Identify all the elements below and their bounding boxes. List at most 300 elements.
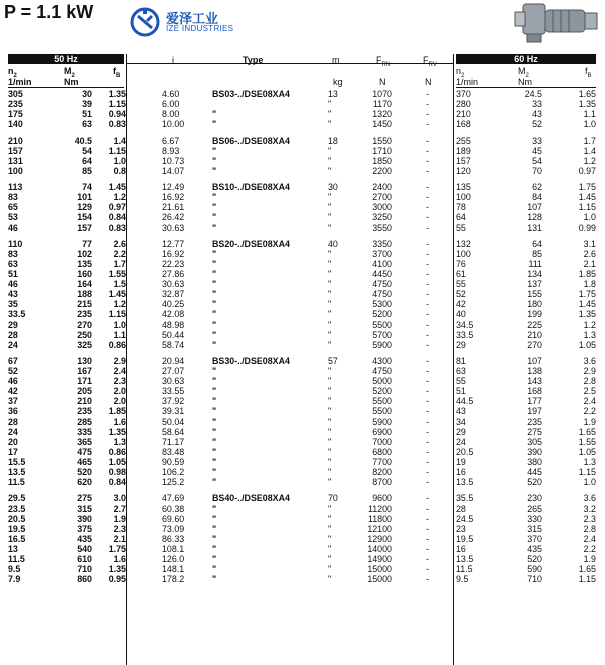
cell-n2-50: 13.5 (8, 467, 26, 478)
cell-m2-60: 180 (527, 299, 542, 310)
header-m2-60: $M_2$ (518, 66, 529, 79)
cell-mass: " (328, 553, 332, 564)
cell-frn: 1710 (372, 145, 392, 156)
cell-fb-50: 1.9 (113, 513, 126, 524)
cell-m2-50: 85 (82, 165, 92, 176)
cell-mass: " (328, 145, 332, 156)
cell-mass: " (328, 119, 332, 130)
cell-fb-60: 1.75 (578, 289, 596, 300)
cell-m2-50: 710 (77, 564, 92, 575)
cell-fb-60: 3.6 (583, 356, 596, 366)
cell-ratio: 22.23 (162, 258, 185, 269)
cell-frv: - (426, 329, 429, 340)
cell-mass: " (328, 99, 332, 110)
cell-mass: " (328, 155, 332, 166)
cell-n2-50: 20 (8, 436, 18, 447)
table-row (0, 406, 605, 416)
cell-ratio: 125.2 (162, 477, 185, 488)
table-row (0, 182, 605, 192)
cell-frv: - (426, 155, 429, 166)
cell-fb-60: 1.3 (583, 329, 596, 340)
cell-type: " (212, 222, 217, 233)
cell-mass: " (328, 309, 332, 320)
cell-n2-60: 34.5 (456, 319, 474, 330)
cell-m2-60: 275 (527, 426, 542, 437)
cell-m2-60: 210 (527, 329, 542, 340)
cell-frv: - (426, 279, 429, 290)
cell-ratio: 50.44 (162, 329, 185, 340)
table-row (0, 212, 605, 222)
table-row (0, 427, 605, 437)
cell-frv: - (426, 319, 429, 330)
cell-type: BS30-../DSE08XA4 (212, 356, 290, 366)
cell-m2-50: 275 (77, 493, 92, 504)
cell-type: " (212, 299, 217, 310)
cell-fb-60: 2.4 (583, 533, 596, 544)
cell-fb-50: 1.6 (113, 553, 126, 564)
cell-frn: 4750 (372, 279, 392, 290)
cell-type: " (212, 192, 217, 203)
cell-fb-60: 1.65 (578, 426, 596, 437)
cell-m2-50: 610 (77, 553, 92, 564)
cell-fb-60: 2.9 (583, 366, 596, 377)
table-row (0, 166, 605, 176)
cell-frn: 12100 (367, 523, 392, 534)
cell-n2-60: 28 (456, 503, 466, 514)
cell-fb-60: 2.2 (583, 406, 596, 417)
cell-frn: 3350 (372, 238, 392, 249)
cell-type: BS03-../DSE08XA4 (212, 89, 290, 99)
cell-m2-60: 138 (527, 366, 542, 377)
cell-fb-60: 1.65 (578, 89, 596, 99)
table-row (0, 493, 605, 503)
cell-fb-60: 2.2 (583, 543, 596, 554)
table-row (0, 544, 605, 554)
cell-frv: - (426, 366, 429, 377)
cell-frv: - (426, 406, 429, 417)
cell-mass: " (328, 202, 332, 213)
cell-fb-60: 1.1 (583, 109, 596, 120)
cell-frn: 1320 (372, 109, 392, 120)
cell-frn: 1550 (372, 135, 392, 146)
cell-type: " (212, 436, 217, 447)
cell-mass: " (328, 279, 332, 290)
cell-ratio: 6.67 (162, 135, 180, 146)
cell-n2-60: 16 (456, 467, 466, 478)
cell-ratio: 16.92 (162, 192, 185, 203)
cell-n2-50: 46 (8, 376, 18, 387)
cell-m2-60: 520 (527, 477, 542, 488)
cell-n2-60: 370 (456, 89, 471, 99)
cell-mass: " (328, 258, 332, 269)
cell-mass: " (328, 192, 332, 203)
cell-n2-50: 140 (8, 119, 23, 130)
unit-m2-60: Nm (518, 77, 532, 87)
cell-fb-50: 1.7 (113, 258, 126, 269)
cell-mass: " (328, 406, 332, 417)
cell-mass: " (328, 165, 332, 176)
cell-mass: " (328, 386, 332, 397)
cell-type: " (212, 503, 217, 514)
cell-fb-60: 1.35 (578, 309, 596, 320)
cell-m2-50: 77 (82, 238, 92, 249)
cell-fb-50: 0.97 (108, 202, 126, 213)
cell-m2-50: 205 (77, 386, 92, 397)
cell-fb-60: 2.5 (583, 386, 596, 397)
cell-m2-50: 171 (77, 376, 92, 387)
cell-n2-60: 44.5 (456, 396, 474, 407)
cell-ratio: 37.92 (162, 396, 185, 407)
cell-m2-60: 84 (532, 192, 542, 203)
table-row (0, 136, 605, 146)
cell-frn: 7000 (372, 436, 392, 447)
cell-fb-60: 1.45 (578, 299, 596, 310)
cell-frn: 4300 (372, 356, 392, 366)
cell-mass: " (328, 396, 332, 407)
table-row (0, 534, 605, 544)
cell-type: " (212, 376, 217, 387)
cell-frn: 14000 (367, 543, 392, 554)
cell-mass: " (328, 467, 332, 478)
cell-mass: " (328, 574, 332, 585)
cell-frv: - (426, 145, 429, 156)
cell-m2-60: 111 (528, 258, 542, 269)
cell-fb-60: 0.97 (578, 165, 596, 176)
cell-ratio: 73.09 (162, 523, 185, 534)
cell-frn: 1850 (372, 155, 392, 166)
cell-frv: - (426, 426, 429, 437)
cell-frv: - (426, 467, 429, 478)
cell-m2-60: 235 (527, 416, 542, 427)
cell-m2-50: 154 (77, 212, 92, 223)
cell-type: BS40-../DSE08XA4 (212, 493, 290, 504)
cell-mass: 70 (328, 493, 338, 504)
cell-fb-60: 0.99 (578, 222, 596, 233)
cell-frn: 9600 (372, 493, 392, 504)
cell-n2-60: 19.5 (456, 533, 474, 544)
cell-mass: " (328, 222, 332, 233)
table-row (0, 259, 605, 269)
cell-ratio: 10.00 (162, 119, 185, 130)
cell-type: " (212, 109, 217, 120)
cell-fb-50: 1.0 (113, 155, 126, 166)
cell-mass: " (328, 212, 332, 223)
cell-fb-60: 1.15 (578, 467, 596, 478)
cell-ratio: 26.42 (162, 212, 185, 223)
cell-ratio: 108.1 (162, 543, 185, 554)
cell-frv: - (426, 446, 429, 457)
cell-m2-60: 24.5 (524, 89, 542, 99)
cell-n2-60: 35.5 (456, 493, 474, 504)
table-row (0, 289, 605, 299)
cell-n2-50: 13 (8, 543, 18, 554)
cell-m2-50: 285 (77, 416, 92, 427)
cell-fb-50: 2.9 (113, 356, 126, 366)
cell-fb-50: 2.0 (113, 396, 126, 407)
cell-fb-50: 0.98 (108, 467, 126, 478)
cell-frv: - (426, 119, 429, 130)
cell-frn: 3550 (372, 222, 392, 233)
cell-mass: " (328, 339, 332, 350)
cell-frv: - (426, 289, 429, 300)
cell-mass: " (328, 564, 332, 575)
cell-mass: " (328, 513, 332, 524)
gearmotor-image (505, 0, 605, 48)
table-row (0, 524, 605, 534)
cell-n2-60: 19 (456, 456, 466, 467)
cell-frv: - (426, 222, 429, 233)
cell-frv: - (426, 89, 429, 99)
cell-fb-60: 1.3 (583, 456, 596, 467)
cell-frn: 2400 (372, 182, 392, 193)
cell-frn: 5200 (372, 309, 392, 320)
cell-m2-60: 70 (532, 165, 542, 176)
cell-ratio: 50.04 (162, 416, 185, 427)
cell-n2-50: 24 (8, 339, 18, 350)
unit-n2-50: 1/min (8, 77, 32, 87)
cell-fb-60: 2.8 (583, 523, 596, 534)
header-m2-50: $M_2$ (64, 66, 75, 79)
cell-frv: - (426, 543, 429, 554)
cell-type: " (212, 202, 217, 213)
cell-type: BS10-../DSE08XA4 (212, 182, 290, 193)
header-60hz: 60 Hz (456, 54, 596, 64)
cell-frn: 15000 (367, 564, 392, 575)
cell-ratio: 27.86 (162, 269, 185, 280)
table-row (0, 356, 605, 366)
cell-mass: " (328, 416, 332, 427)
cell-ratio: 30.63 (162, 222, 185, 233)
cell-fb-60: 3.2 (583, 503, 596, 514)
cell-fb-50: 0.95 (108, 574, 126, 585)
cell-mass: 18 (328, 135, 338, 146)
cell-frn: 8200 (372, 467, 392, 478)
table-row (0, 119, 605, 129)
cell-type: " (212, 386, 217, 397)
cell-fb-50: 1.0 (113, 319, 126, 330)
cell-type: " (212, 279, 217, 290)
cell-m2-50: 129 (77, 202, 92, 213)
header-type: Type (243, 55, 264, 65)
cell-ratio: 90.59 (162, 456, 185, 467)
cell-fb-50: 2.3 (113, 376, 126, 387)
cell-type: " (212, 145, 217, 156)
cell-n2-60: 9.5 (456, 574, 469, 585)
unit-n2-60: 1/min (456, 77, 479, 87)
cell-m2-60: 33 (532, 135, 542, 146)
cell-n2-50: 24 (8, 426, 18, 437)
cell-m2-60: 168 (527, 386, 542, 397)
cell-ratio: 12.77 (162, 238, 185, 249)
cell-frv: - (426, 258, 429, 269)
cell-fb-50: 3.0 (113, 493, 126, 504)
cell-m2-60: 134 (527, 269, 542, 280)
cell-frv: - (426, 135, 429, 146)
cell-n2-50: 28 (8, 416, 18, 427)
cell-m2-60: 62 (532, 182, 542, 193)
cell-mass: " (328, 446, 332, 457)
cell-n2-60: 157 (456, 155, 471, 166)
cell-fb-60: 1.0 (583, 477, 596, 488)
cell-type: " (212, 248, 217, 259)
cell-type: " (212, 212, 217, 223)
header-fb-50: $f_B$ (113, 66, 121, 79)
cell-n2-60: 43 (456, 406, 466, 417)
cell-ratio: 4.60 (162, 89, 180, 99)
cell-m2-50: 250 (77, 329, 92, 340)
cell-fb-50: 1.15 (108, 309, 126, 320)
cell-mass: " (328, 543, 332, 554)
cell-n2-60: 20.5 (456, 446, 474, 457)
cell-n2-60: 255 (456, 135, 471, 146)
cell-m2-60: 710 (527, 574, 542, 585)
cell-fb-50: 1.35 (108, 89, 126, 99)
cell-fb-60: 1.7 (583, 135, 596, 146)
cell-n2-50: 46 (8, 279, 18, 290)
cell-mass: 13 (328, 89, 338, 99)
cell-n2-60: 120 (456, 165, 471, 176)
cell-type: " (212, 553, 217, 564)
cell-ratio: 30.63 (162, 376, 185, 387)
cell-frn: 6800 (372, 446, 392, 457)
table-row (0, 330, 605, 340)
cell-n2-50: 83 (8, 248, 18, 259)
cell-ratio: 40.25 (162, 299, 185, 310)
cell-frn: 4750 (372, 366, 392, 377)
cell-n2-50: 33.5 (8, 309, 26, 320)
cell-n2-60: 40 (456, 309, 466, 320)
cell-m2-60: 199 (527, 309, 542, 320)
cell-ratio: 58.64 (162, 426, 185, 437)
cell-frn: 5200 (372, 386, 392, 397)
cell-m2-50: 390 (77, 513, 92, 524)
cell-n2-60: 64 (456, 212, 466, 223)
cell-fb-50: 0.84 (108, 212, 126, 223)
cell-ratio: 16.92 (162, 248, 185, 259)
cell-n2-50: 210 (8, 135, 23, 146)
cell-m2-60: 128 (527, 212, 542, 223)
header-ratio: i (172, 55, 174, 65)
table-row (0, 249, 605, 259)
cell-frn: 1170 (372, 99, 392, 110)
cell-type: BS06-../DSE08XA4 (212, 135, 290, 146)
table-row (0, 309, 605, 319)
cell-type: " (212, 456, 217, 467)
cell-fb-50: 0.83 (108, 222, 126, 233)
cell-type: " (212, 366, 217, 377)
cell-type: " (212, 289, 217, 300)
cell-fb-50: 0.8 (113, 165, 126, 176)
cell-m2-60: 64 (532, 238, 542, 249)
cell-ratio: 58.74 (162, 339, 185, 350)
cell-fb-60: 1.8 (583, 279, 596, 290)
cell-type: " (212, 165, 217, 176)
cell-n2-50: 29.5 (8, 493, 26, 504)
cell-mass: " (328, 109, 332, 120)
cell-type: " (212, 396, 217, 407)
cell-fb-50: 1.75 (108, 543, 126, 554)
cell-frv: - (426, 513, 429, 524)
cell-fb-60: 3.1 (583, 238, 596, 249)
header-n2-60: $n_2$ (456, 66, 465, 79)
cell-frn: 4450 (372, 269, 392, 280)
cell-fb-50: 1.4 (113, 135, 126, 146)
cell-m2-60: 85 (532, 248, 542, 259)
cell-m2-50: 157 (77, 222, 92, 233)
cell-frn: 3250 (372, 212, 392, 223)
cell-fb-60: 1.45 (578, 192, 596, 203)
cell-mass: " (328, 319, 332, 330)
cell-mass: " (328, 329, 332, 340)
cell-fb-60: 1.85 (578, 269, 596, 280)
cell-fb-50: 1.15 (108, 99, 126, 110)
cell-m2-50: 130 (77, 356, 92, 366)
cell-n2-50: 42 (8, 386, 18, 397)
cell-m2-60: 54 (532, 155, 542, 166)
cell-fb-50: 1.45 (108, 182, 126, 193)
table-row (0, 417, 605, 427)
table-row (0, 89, 605, 99)
cell-ratio: 39.31 (162, 406, 185, 417)
cell-frn: 4750 (372, 289, 392, 300)
cell-mass: " (328, 376, 332, 387)
table-row (0, 269, 605, 279)
cell-frn: 2200 (372, 165, 392, 176)
cell-type: " (212, 309, 217, 320)
cell-frn: 6900 (372, 426, 392, 437)
cell-mass: " (328, 503, 332, 514)
cell-type: BS20-../DSE08XA4 (212, 238, 290, 249)
cell-frv: - (426, 238, 429, 249)
cell-mass: 30 (328, 182, 338, 193)
cell-ratio: 32.87 (162, 289, 185, 300)
cell-frv: - (426, 248, 429, 259)
cell-ratio: 42.08 (162, 309, 185, 320)
brand-name-cn: 爱泽工业 (166, 11, 219, 26)
cell-fb-60: 2.3 (583, 513, 596, 524)
cell-frv: - (426, 165, 429, 176)
cell-type: " (212, 574, 217, 585)
cell-n2-50: 110 (8, 238, 23, 249)
cell-fb-50: 0.86 (108, 339, 126, 350)
cell-frv: - (426, 553, 429, 564)
cell-mass: " (328, 456, 332, 467)
table-row (0, 574, 605, 584)
cell-fb-50: 1.35 (108, 426, 126, 437)
cell-fb-50: 1.55 (108, 269, 126, 280)
cell-ratio: 8.93 (162, 145, 180, 156)
cell-m2-60: 445 (527, 467, 542, 478)
cell-m2-60: 143 (527, 376, 542, 387)
cell-m2-60: 265 (527, 503, 542, 514)
cell-frn: 12900 (367, 533, 392, 544)
cell-frv: - (426, 416, 429, 427)
cell-m2-60: 52 (532, 119, 542, 130)
cell-m2-50: 465 (77, 456, 92, 467)
unit-frn: N (379, 77, 386, 87)
cell-frn: 1450 (372, 119, 392, 130)
cell-type: " (212, 446, 217, 457)
cell-n2-60: 29 (456, 339, 466, 350)
cell-fb-60: 1.2 (583, 319, 596, 330)
cell-n2-50: 53 (8, 212, 18, 223)
cell-n2-60: 29 (456, 426, 466, 437)
cell-m2-50: 160 (77, 269, 92, 280)
cell-mass: " (328, 477, 332, 488)
cell-n2-60: 168 (456, 119, 471, 130)
cell-m2-50: 540 (77, 543, 92, 554)
unit-mass: kg (333, 77, 343, 87)
